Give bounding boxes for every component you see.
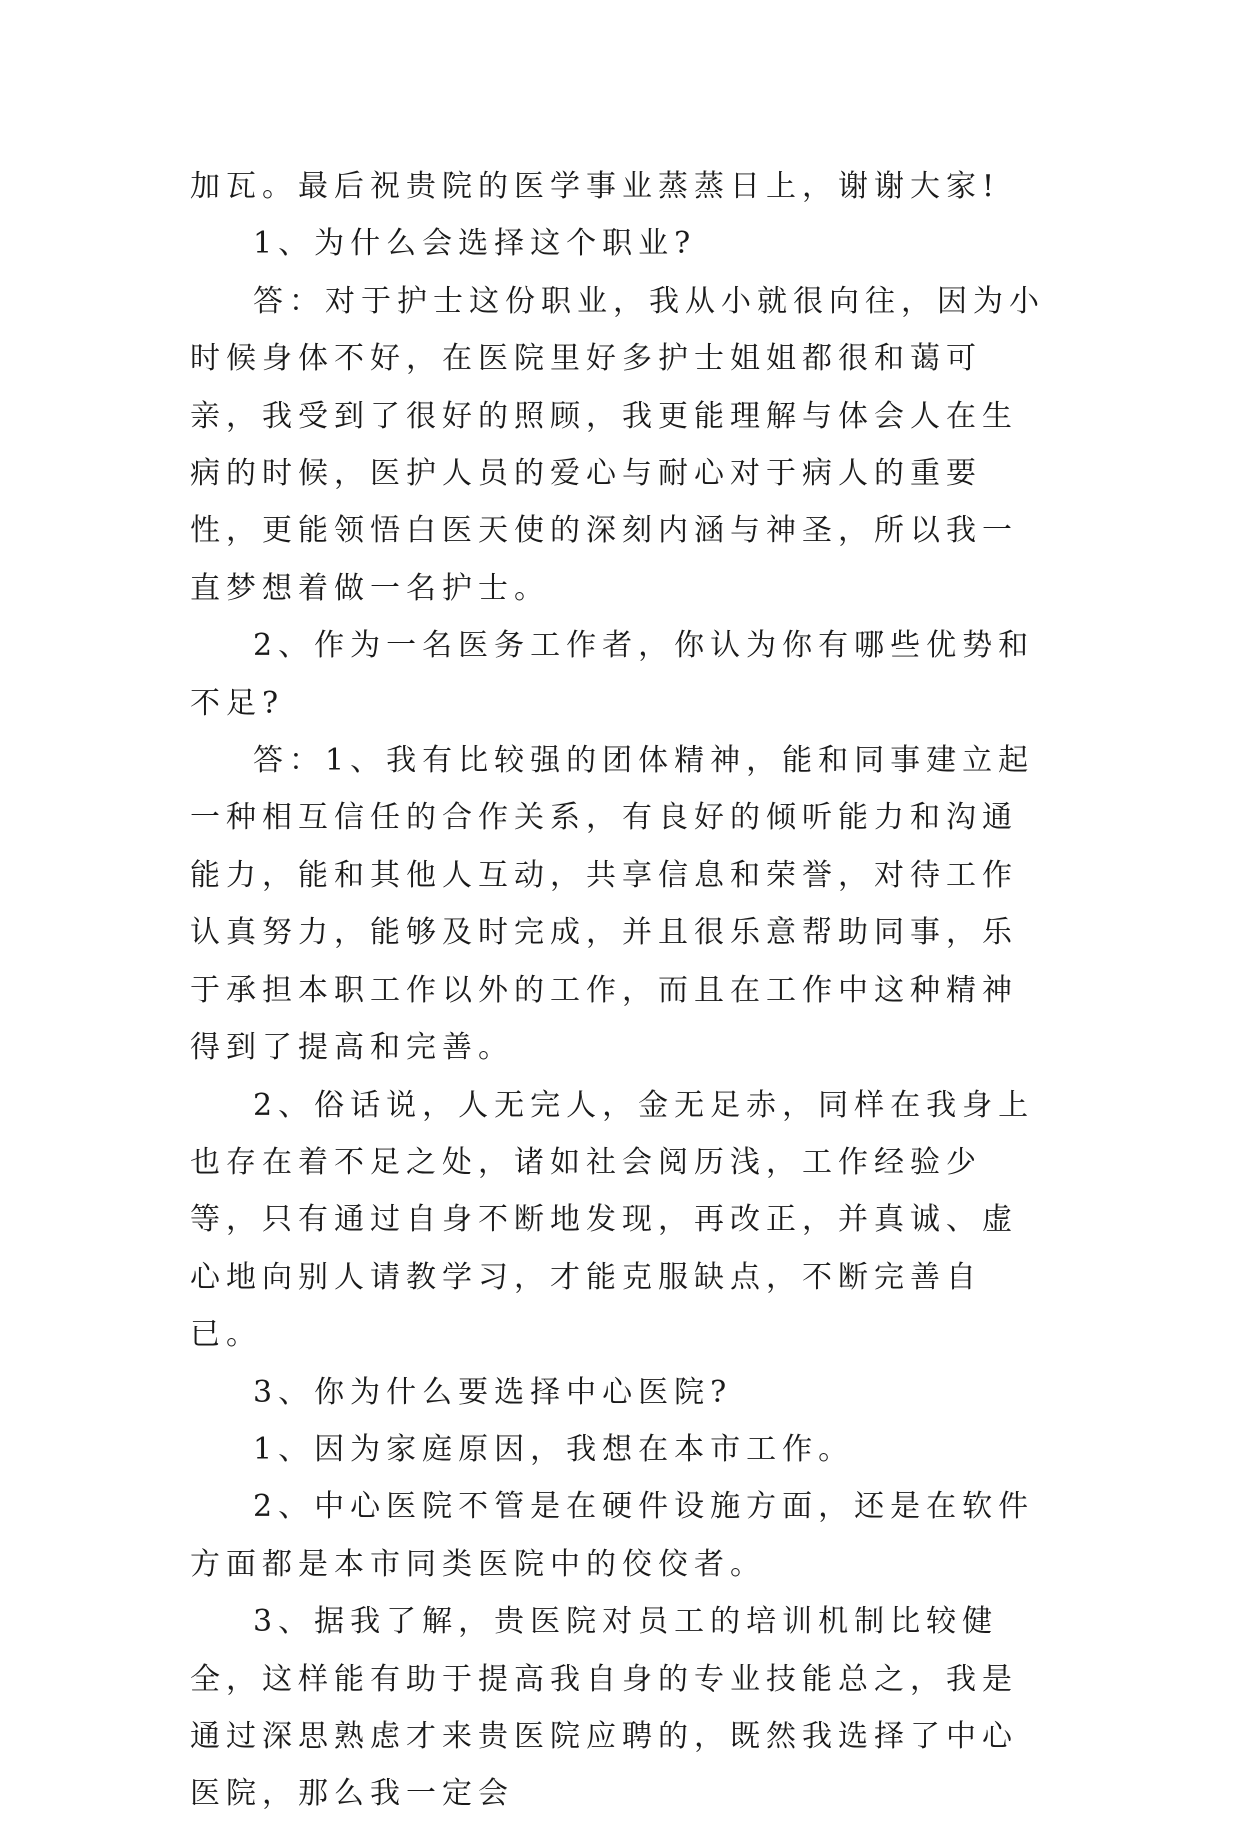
question-1: 1、为什么会选择这个职业? — [253, 226, 697, 262]
document-body — [190, 158, 1050, 1823]
answer-2-point-2: 2、俗话说，人无完人，金无足赤，同样在我身上也存在着不足之处，诸如社会阅历浅，工作经验少等，只有通过自身不断地发现，再改正，并真诚、虚心地向别人请教学习，才能克服缺点，不断完善自已。 — [190, 1087, 1035, 1353]
answer-3-point-3: 3、据我了解，贵医院对员工的培训机制比较健全，这样能有助于提高我自身的专业技能总之，我是通过深思熟虑才来贵医院应聘的，既然我选择了中心医院，那么我一定会 — [190, 1604, 1018, 1812]
answer-3-point-2: 2、中心医院不管是在硬件设施方面，还是在软件方面都是本市同类医院中的佼佼者。 — [190, 1489, 1035, 1582]
paragraph-closing: 加瓦。最后祝贵院的医学事业蒸蒸日上，谢谢大家! — [190, 169, 1001, 204]
answer-2-point-1: 答：1、我有比较强的团体精神，能和同事建立起一种相互信任的合作关系，有良好的倾听能力和沟通能力，能和其他人互动，共享信息和荣誉，对待工作认真努力，能够及时完成，并且很乐意帮助同事，乐于承担本职工作以外的工作，而且在工作中这种精神得到了提高和完善。 — [190, 743, 1035, 1066]
question-3: 3、你为什么要选择中心医院? — [253, 1374, 733, 1410]
question-2: 2、作为一名医务工作者，你认为你有哪些优势和不足? — [190, 628, 1035, 721]
answer-3-point-1: 1、因为家庭原因，我想在本市工作。 — [253, 1431, 855, 1467]
answer-1: 答：对于护士这份职业，我从小就很向往，因为小时候身体不好，在医院里好多护士姐姐都很和蔼可亲，我受到了很好的照顾，我更能理解与体会人在生病的时候，医护人员的爱心与耐心对于病人的重要性，更能领悟白医天使的深刻内涵与神圣，所以我一直梦想着做一名护士。 — [190, 283, 1045, 606]
